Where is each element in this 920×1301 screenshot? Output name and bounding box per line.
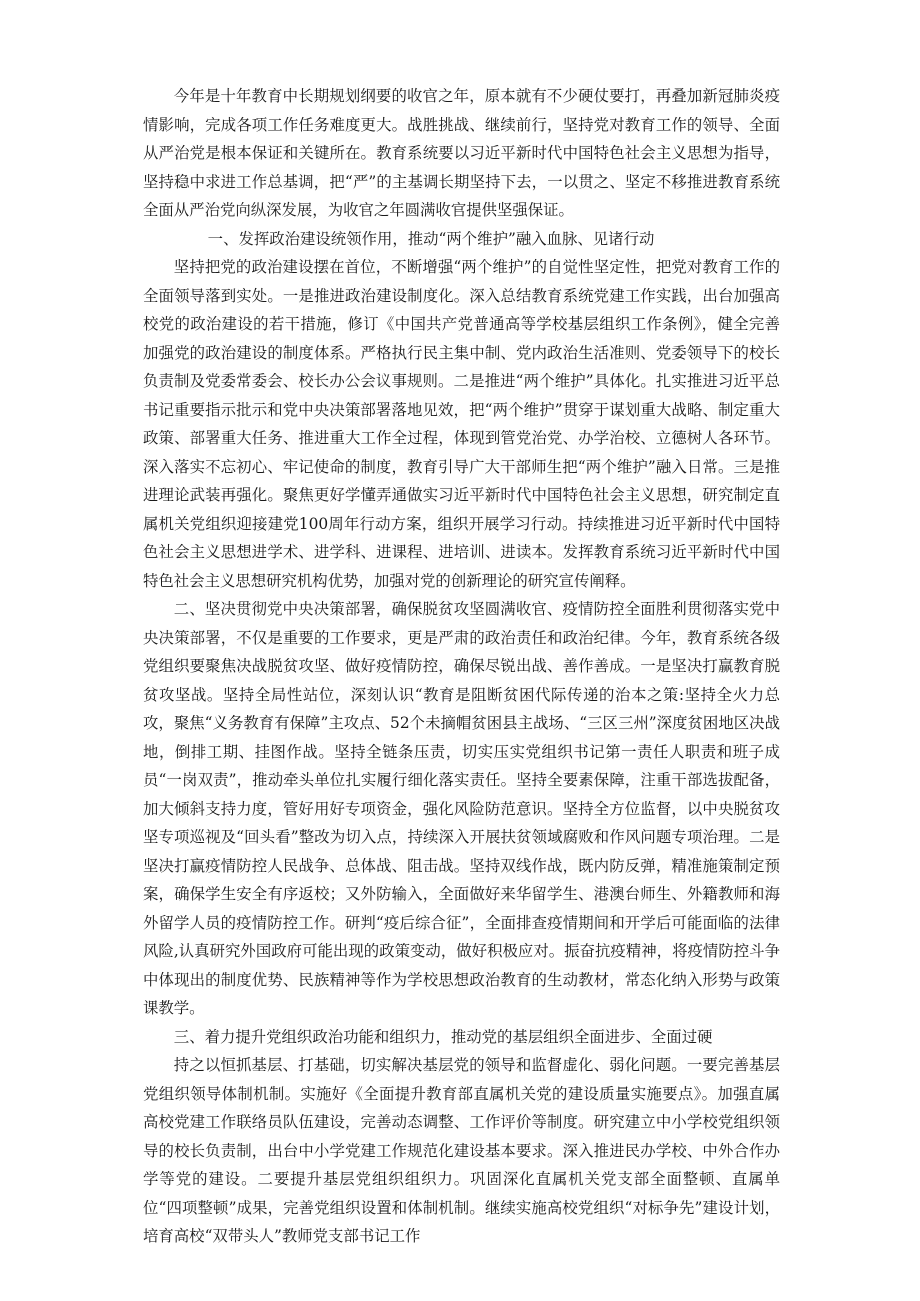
paragraph-intro: 今年是十年教育中长期规划纲要的收官之年，原本就有不少硬仗要打，再叠加新冠肺炎疫情影响，完成各项工作任务难度更大。战胜挑战、继续前行，坚持党对教育工作的领导、全面从严治党是根本保证和关键所在。教育系统要以习近平新时代中国特色社会主义思想为指导，坚持稳中求进工作总基调，把“严”的主基调长期坚持下去，一以贯之、坚定不移推进教育系统全面从严治党向纵深发展，为收官之年圆满收官提供坚强保证。	[143, 87, 780, 219]
paragraph-section-1: 坚持把党的政治建设摆在首位，不断增强“两个维护”的自觉性坚定性，把党对教育工作的全面领导落到实处。一是推进政治建设制度化。深入总结教育系统党建工作实践，出台加强高校党的政治建设的若干措施，修订《中国共产党普通高等学校基层组织工作条例》，健全完善加强党的政治建设的制度体系。严格执行民主集中制、党内政治生活准则、党委领导下的校长负责制及党委常委会、校长办公会议事规则。二是推进“两个维护”具体化。扎实推进习近平总书记重要指示批示和党中央决策部署落地见效，把“两个维护”贯穿于谋划重大战略、制定重大政策、部署重大任务、推进重大工作全过程，体现到管党治党、办学治校、立德树人各环节。深入落实不忘初心、牢记使命的制度，教育引导广大干部师生把“两个维护”融入日常。三是推进理论武装再强化。聚焦更好学懂弄通做实习近平新时代中国特色社会主义思想，研究制定直属机关党组织迎接建党100周年行动方案，组织开展学习行动。持续推进习近平新时代中国特色社会主义思想进学术、进学科、进课程、进培训、进读本。发挥教育系统习近平新时代中国特色社会主义思想研究机构优势，加强对党的创新理论的研究宣传阐释。	[143, 258, 780, 590]
paragraph-section-3: 持之以恒抓基层、打基础，切实解决基层党的领导和监督虚化、弱化问题。一要完善基层党组织领导体制机制。实施好《全面提升教育部直属机关党的建设质量实施要点》。加强直属高校党建工作联络员队伍建设，完善动态调整、工作评价等制度。研究建立中小学校党组织领导的校长负责制，出台中小学党建工作规范化建设基本要求。深入推进民办学校、中外合作办学等党的建设。二要提升基层党组织组织力。巩固深化直属机关党支部全面整顿、直属单位“四项整顿”成果，完善党组织设置和体制机制。继续实施高校党组织“对标争先”建设计划，培育高校“双带头人”教师党支部书记工作	[143, 1056, 780, 1245]
section-heading-3: 三、着力提升党组织政治功能和组织力，推动党的基层组织全面进步、全面过硬	[173, 1027, 713, 1046]
document-body	[143, 82, 780, 1251]
section-heading-1: 一、发挥政治建设统领作用，推动“两个维护”融入血脉、见诸行动	[207, 229, 655, 248]
paragraph-section-2: 二、坚决贯彻党中央决策部署，确保脱贫攻坚圆满收官、疫情防控全面胜利贯彻落实党中央决策部署，不仅是重要的工作要求，更是严肃的政治责任和政治纪律。今年，教育系统各级党组织要聚焦决战脱贫攻坚、做好疫情防控，确保尽锐出战、善作善成。一是坚决打赢教育脱贫攻坚战。坚持全局性站位，深刻认识“教育是阻断贫困代际传递的治本之策:坚持全火力总攻，聚焦“义务教育有保障”主攻点、52个未摘帽贫困县主战场、“三区三州”深度贫困地区决战地，倒排工期、挂图作战。坚持全链条压责，切实压实党组织书记第一责任人职责和班子成员“一岗双责”，推动牵头单位扎实履行细化落实责任。坚持全要素保障，注重干部选拔配备，加大倾斜支持力度，管好用好专项资金，强化风险防范意识。坚持全方位监督，以中央脱贫攻坚专项巡视及“回头看”整改为切入点，持续深入开展扶贫领域腐败和作风问题专项治理。二是坚决打赢疫情防控人民战争、总体战、阻击战。坚持双线作战，既内防反弹，精准施策制定预案，确保学生安全有序返校；又外防输入，全面做好来华留学生、港澳台师生、外籍教师和海外留学人员的疫情防控工作。研判“疫后综合征”，全面排查疫情期间和开学后可能面临的法律风险,认真研究外国政府可能出现的政策变动，做好积极应对。振奋抗疫精神，将疫情防控斗争中体现出的制度优势、民族精神等作为学校思想政治教育的生动教材，常态化纳入形势与政策课教学。	[143, 600, 780, 1017]
